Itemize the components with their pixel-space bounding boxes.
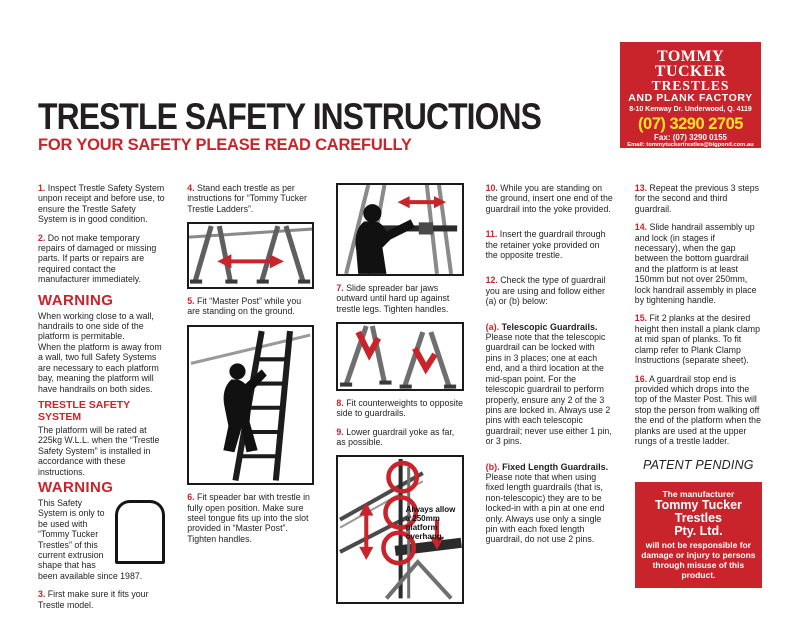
- fixed-guardrails-text: Please note that when using fixed length guardrails (that is, non-telescopic) they are to be locked-in with a pin at one end only. Always use only a single pin with each fixed length guardrail, do not use 2 pins.: [485, 471, 605, 545]
- step-3-text: First make sure it fits your Trestle model.: [38, 589, 149, 610]
- counterweight-illustration: [336, 322, 463, 391]
- column-2: [187, 183, 314, 618]
- step-13-text: Repeat the previous 3 steps for the second and third guardrail.: [634, 183, 760, 214]
- telescopic-guardrails-text: Please note that the telescopic guardrail can be locked with pins in 3 places; one at each end, and a third location at the mid-span point. For the telescopic guardrail to perform properly, ensure any 2 of the 3 pins are locked in. Always use 2 pins with each telescopic guardrail; never use either 1 pin, or 3 pins.: [485, 332, 612, 447]
- company-fax: Fax: (07) 3290 0155: [654, 133, 727, 142]
- warning-1-paragraph-2: When the platform is away from a wall, two full Safety Systems are necessary to each platform bay, meaning the platform will have handrails on both sides.: [38, 341, 162, 394]
- company-email: Email: tommytuckertrestles@bigpond.com.au: [627, 142, 754, 148]
- trestle-safety-system-text: The platform will be rated at 225kg W.L.L. when the “Trestle Safety System” is installed in accordance with these instructions.: [38, 424, 160, 477]
- step-16-number: 16.: [634, 373, 648, 384]
- step-15: [635, 313, 762, 365]
- step-9: [336, 427, 463, 448]
- spreader-bar-drawing: [338, 185, 461, 274]
- step-11-number: 11.: [485, 229, 498, 240]
- column-5: [635, 183, 762, 618]
- counterweight-drawing: [338, 324, 461, 389]
- step-7: [336, 283, 463, 314]
- telescopic-guardrails-title: Telescopic Guardrails.: [501, 321, 598, 332]
- step-1-text: Inspect Trestle Safety System unpon receipt and before use, to ensure the Trestle Safety System is in good condition.: [38, 183, 165, 225]
- company-name-line2: TRESTLES: [651, 78, 730, 93]
- disclaimer-line-1: The manufacturer: [662, 489, 735, 500]
- red-double-arrow-icon: [217, 255, 284, 269]
- step-4: [187, 183, 314, 214]
- step-5-text: Fit “Master Post” while you are standing on the ground.: [187, 295, 302, 317]
- step-3-number: 3.: [38, 589, 46, 600]
- column-4: [486, 183, 613, 618]
- step-9-text: Lower guardrail yoke as far, as possible.: [336, 426, 455, 447]
- masthead: [38, 96, 598, 154]
- overhang-note: Always allow a 250mm platform overhang.: [405, 504, 456, 541]
- page-subtitle: FOR YOUR SAFETY PLEASE READ CAREFULLY: [38, 136, 412, 154]
- person-icon: [356, 204, 415, 274]
- manufacturer-disclaimer-box: [635, 482, 762, 588]
- step-6-text: Fit speader bar with trestle in fully open position. Make sure steel tongue fits up into the slot provided in “Master Post”. Tighten handles.: [187, 492, 310, 544]
- disclaimer-line-4: will not be responsible for damage or injury to persons through misuse of this product.: [641, 540, 756, 581]
- step-13: [635, 183, 762, 214]
- warning-1-paragraph-1: When working close to a wall, handrails to one side of the platform is permitable.: [38, 310, 154, 342]
- extrusion-profile-illustration: [115, 500, 165, 564]
- warning-heading-2: WARNING: [38, 478, 114, 496]
- step-2-number: 2.: [38, 232, 46, 243]
- step-7-text: Slide spreader bar jaws outward until hard up against trestle legs. Tighten handles.: [336, 282, 450, 314]
- warning-2-block: [38, 498, 165, 581]
- step-16: [635, 374, 762, 447]
- ladder-climb-illustration: [187, 325, 314, 486]
- guardrail-yoke-illustration: [336, 455, 463, 603]
- disclaimer-line-3: Pty. Ltd.: [674, 524, 723, 539]
- column-3: [336, 183, 463, 618]
- step-14: [635, 222, 762, 305]
- step-13-number: 13.: [634, 183, 648, 193]
- step-5: [187, 296, 314, 317]
- company-tagline: AND PLANK FACTORY: [628, 92, 753, 104]
- company-web: Web: www.tommytuckertrestles.com.au: [635, 148, 746, 155]
- step-15-number: 15.: [634, 313, 648, 324]
- ladder-climb-drawing: [189, 327, 312, 484]
- trestle-spread-illustration: [187, 222, 314, 289]
- step-11: [486, 229, 613, 260]
- step-4-number: 4.: [187, 183, 195, 193]
- step-3: [38, 589, 165, 610]
- step-7-number: 7.: [336, 282, 344, 293]
- trestle-safety-system-heading: TRESTLE SAFETY SYSTEM: [38, 398, 130, 423]
- instruction-columns: [38, 183, 762, 618]
- step-2-text: Do not make temporary repairs of damaged or missing parts. If parts or repairs are required contact the manufacturer immediately.: [38, 232, 157, 285]
- step-6-number: 6.: [187, 492, 195, 503]
- step-12-number: 12.: [485, 275, 498, 286]
- fixed-guardrails-heading: [486, 462, 613, 472]
- step-4-text: Stand each trestle as per instructions for “Tommy Tucker Trestle Ladders”.: [187, 183, 307, 214]
- step-11-text: Insert the guardrail through the retainer yoke provided on the opposite trestle.: [485, 229, 606, 261]
- company-phone: (07) 3290 2705: [638, 115, 743, 133]
- telescopic-guardrails-heading: [486, 322, 613, 332]
- telescopic-guardrails-label: (a).: [485, 321, 500, 332]
- step-10-text: While you are standing on the ground, insert one end of the guardrail into the yoke provided.: [485, 183, 613, 214]
- trestle-spread-drawing: [189, 224, 312, 287]
- step-8-number: 8.: [336, 397, 344, 408]
- step-1: [38, 183, 165, 225]
- step-8-text: Fit counterweights to opposite side to guardrails.: [336, 397, 464, 419]
- warning-heading-1: WARNING: [38, 291, 114, 309]
- step-12: [486, 275, 613, 306]
- step-14-number: 14.: [634, 222, 648, 233]
- patent-pending-note: PATENT PENDING: [643, 458, 754, 473]
- fixed-guardrails-title: Fixed Length Guardrails.: [502, 461, 609, 472]
- company-address: 8-10 Kenway Dr. Underwood, Q. 4119: [629, 106, 752, 113]
- step-15-text: Fit 2 planks at the desired height then install a plank clamp at mid span of planks. To fit clamp refer to Plank Clamp Instructions (separate sheet).: [634, 313, 760, 366]
- spreader-bar-illustration: [336, 183, 463, 276]
- page-title: TRESTLE SAFETY INSTRUCTIONS: [38, 96, 542, 137]
- warning-2-text: This Safety System is only to be used with “Tommy Tucker Trestles” of this current extrusion shape that has been available since 1987.: [38, 497, 143, 581]
- step-16-text: A guardrail stop end is provided which drops into the top of the Master Post. This will stop the person from walking off the end of the platform when the planks are used at the upper rungs of a trestle ladder.: [634, 373, 761, 446]
- disclaimer-line-2: Tommy Tucker Trestles: [654, 498, 742, 526]
- fixed-guardrails-label: (b).: [485, 461, 500, 472]
- step-1-number: 1.: [38, 183, 46, 193]
- company-logo-box: [620, 42, 761, 155]
- step-14-text: Slide handrail assembly up and lock (in stages if necessary), when the gap between the bottom guardrail and the platform is at least 150mm but not over 250mm, lock handrail assembly in place by tightening handle.: [634, 222, 757, 306]
- step-5-number: 5.: [187, 295, 195, 306]
- step-2: [38, 233, 165, 285]
- column-1: [38, 183, 165, 618]
- step-8: [336, 398, 463, 419]
- step-10-number: 10.: [485, 183, 498, 193]
- step-10: [486, 183, 613, 214]
- step-12-text: Check the type of guardrail you are using and follow either (a) or (b) below:: [485, 275, 606, 307]
- step-9-number: 9.: [336, 426, 344, 437]
- step-6: [187, 492, 314, 544]
- company-name-line1: TOMMY TUCKER: [654, 48, 727, 80]
